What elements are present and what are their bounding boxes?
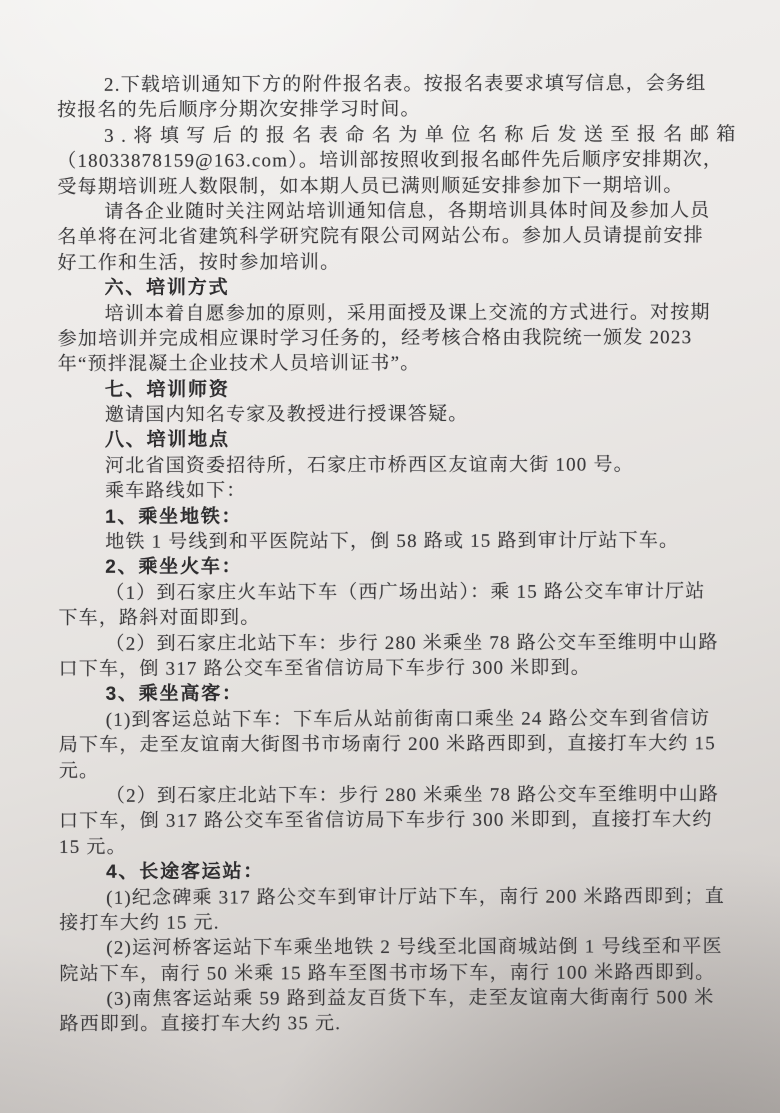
text-line: 请各企业随时关注网站培训通知信息，各期培训具体时间及参加人员: [104, 200, 711, 223]
text-line: (3)南焦客运站乘 59 路到益友百货下车，走至友谊南大街南行 500 米: [106, 987, 715, 1010]
text-line: 下车，路斜对面即到。: [58, 607, 261, 630]
text-line: 3.将填写后的报名表命名为单位名称后发送至报名邮箱: [104, 123, 743, 147]
text-line: 院站下车，南行 50 米乘 15 路车至图书市场下车，南行 100 米路西即到。: [59, 961, 716, 985]
text-line: 地铁 1 号线到和平医院站下，倒 58 路或 15 路到审计厅站下车。: [105, 530, 680, 553]
text-line: （1）到石家庄火车站下车（西广场出站）：乘 15 路公交车审计厅站: [105, 581, 706, 604]
text-line: （2）到石家庄北站下车：步行 280 米乘坐 78 路公交车至维明中山路: [105, 784, 720, 807]
text-line: 路西即到。直接打车大约 35 元.: [59, 1013, 342, 1036]
text-line: 培训本着自愿参加的原则，采用面授及课上交流的方式进行。对按期: [104, 301, 711, 325]
text-line: 口下车，倒 317 路公交车至省信访局下车步行 300 米即到，直接打车大约: [58, 809, 713, 833]
text-line: 名单将在河北省建筑科学研究院有限公司网站公布。参加人员请提前安排: [57, 225, 704, 249]
text-line: 河北省国资委招待所，石家庄市桥西区友谊南大街 100 号。: [105, 454, 634, 477]
text-line: （18033878159@163.com）。培训部按照收到报名邮件先后顺序安排期次，: [57, 149, 724, 173]
text-line: 参加培训并完成相应课时学习任务的，经考核合格由我院统一颁发 2023: [57, 327, 693, 350]
text-line: 年“预拌混凝土企业技术人员培训证书”。: [57, 353, 421, 376]
text-line: (1)纪念碑乘 317 路公交车到审计厅站下车，南行 200 米路西即到；直: [106, 885, 725, 909]
heading-line: 八、培训地点: [104, 429, 230, 452]
text-line: 按报名的先后顺序分期次安排学习时间。: [57, 99, 421, 122]
text-line: (1)到客运总站下车：下车后从站前街南口乘坐 24 路公交车到省信访: [105, 707, 711, 731]
text-line: 15 元。: [59, 836, 127, 858]
text-line: （2）到石家庄北站下车：步行 280 米乘坐 78 路公交车至维明中山路: [105, 631, 719, 655]
text-line: 2.下载培训通知下方的附件报名表。按报名表要求填写信息，会务组: [104, 73, 707, 96]
page-text: [57, 71, 743, 1038]
text-line: 口下车，倒 317 路公交车至省信访局下车步行 300 米即到。: [58, 657, 591, 680]
heading-line: 七、培训师资: [104, 379, 230, 401]
text-line: 邀请国内知名专家及教授进行授课答疑。: [104, 403, 469, 426]
text-line: 元。: [58, 760, 100, 782]
heading-line: 3、乘坐高客：: [105, 683, 243, 706]
heading-line: 1、乘坐地铁：: [105, 506, 243, 528]
text-line: 接打车大约 15 元.: [59, 912, 220, 934]
text-line: (2)运河桥客运站下车乘坐地铁 2 号线至北国商城站倒 1 号线至和平医: [106, 936, 723, 960]
heading-line: 4、长途客运站：: [106, 861, 265, 883]
text-line: 好工作和生活，按时参加培训。: [57, 251, 341, 274]
text-line: 受每期培训班人数限制，如本期人员已满则顺延安排参加下一期培训。: [57, 174, 684, 198]
text-line: 乘车路线如下：: [105, 480, 247, 503]
heading-line: 2、乘坐火车：: [105, 556, 243, 579]
heading-line: 六、培训方式: [104, 277, 230, 299]
text-line: 局下车，走至友谊南大街图书市场南行 200 米路西即到，直接打车大约 15: [58, 733, 716, 757]
